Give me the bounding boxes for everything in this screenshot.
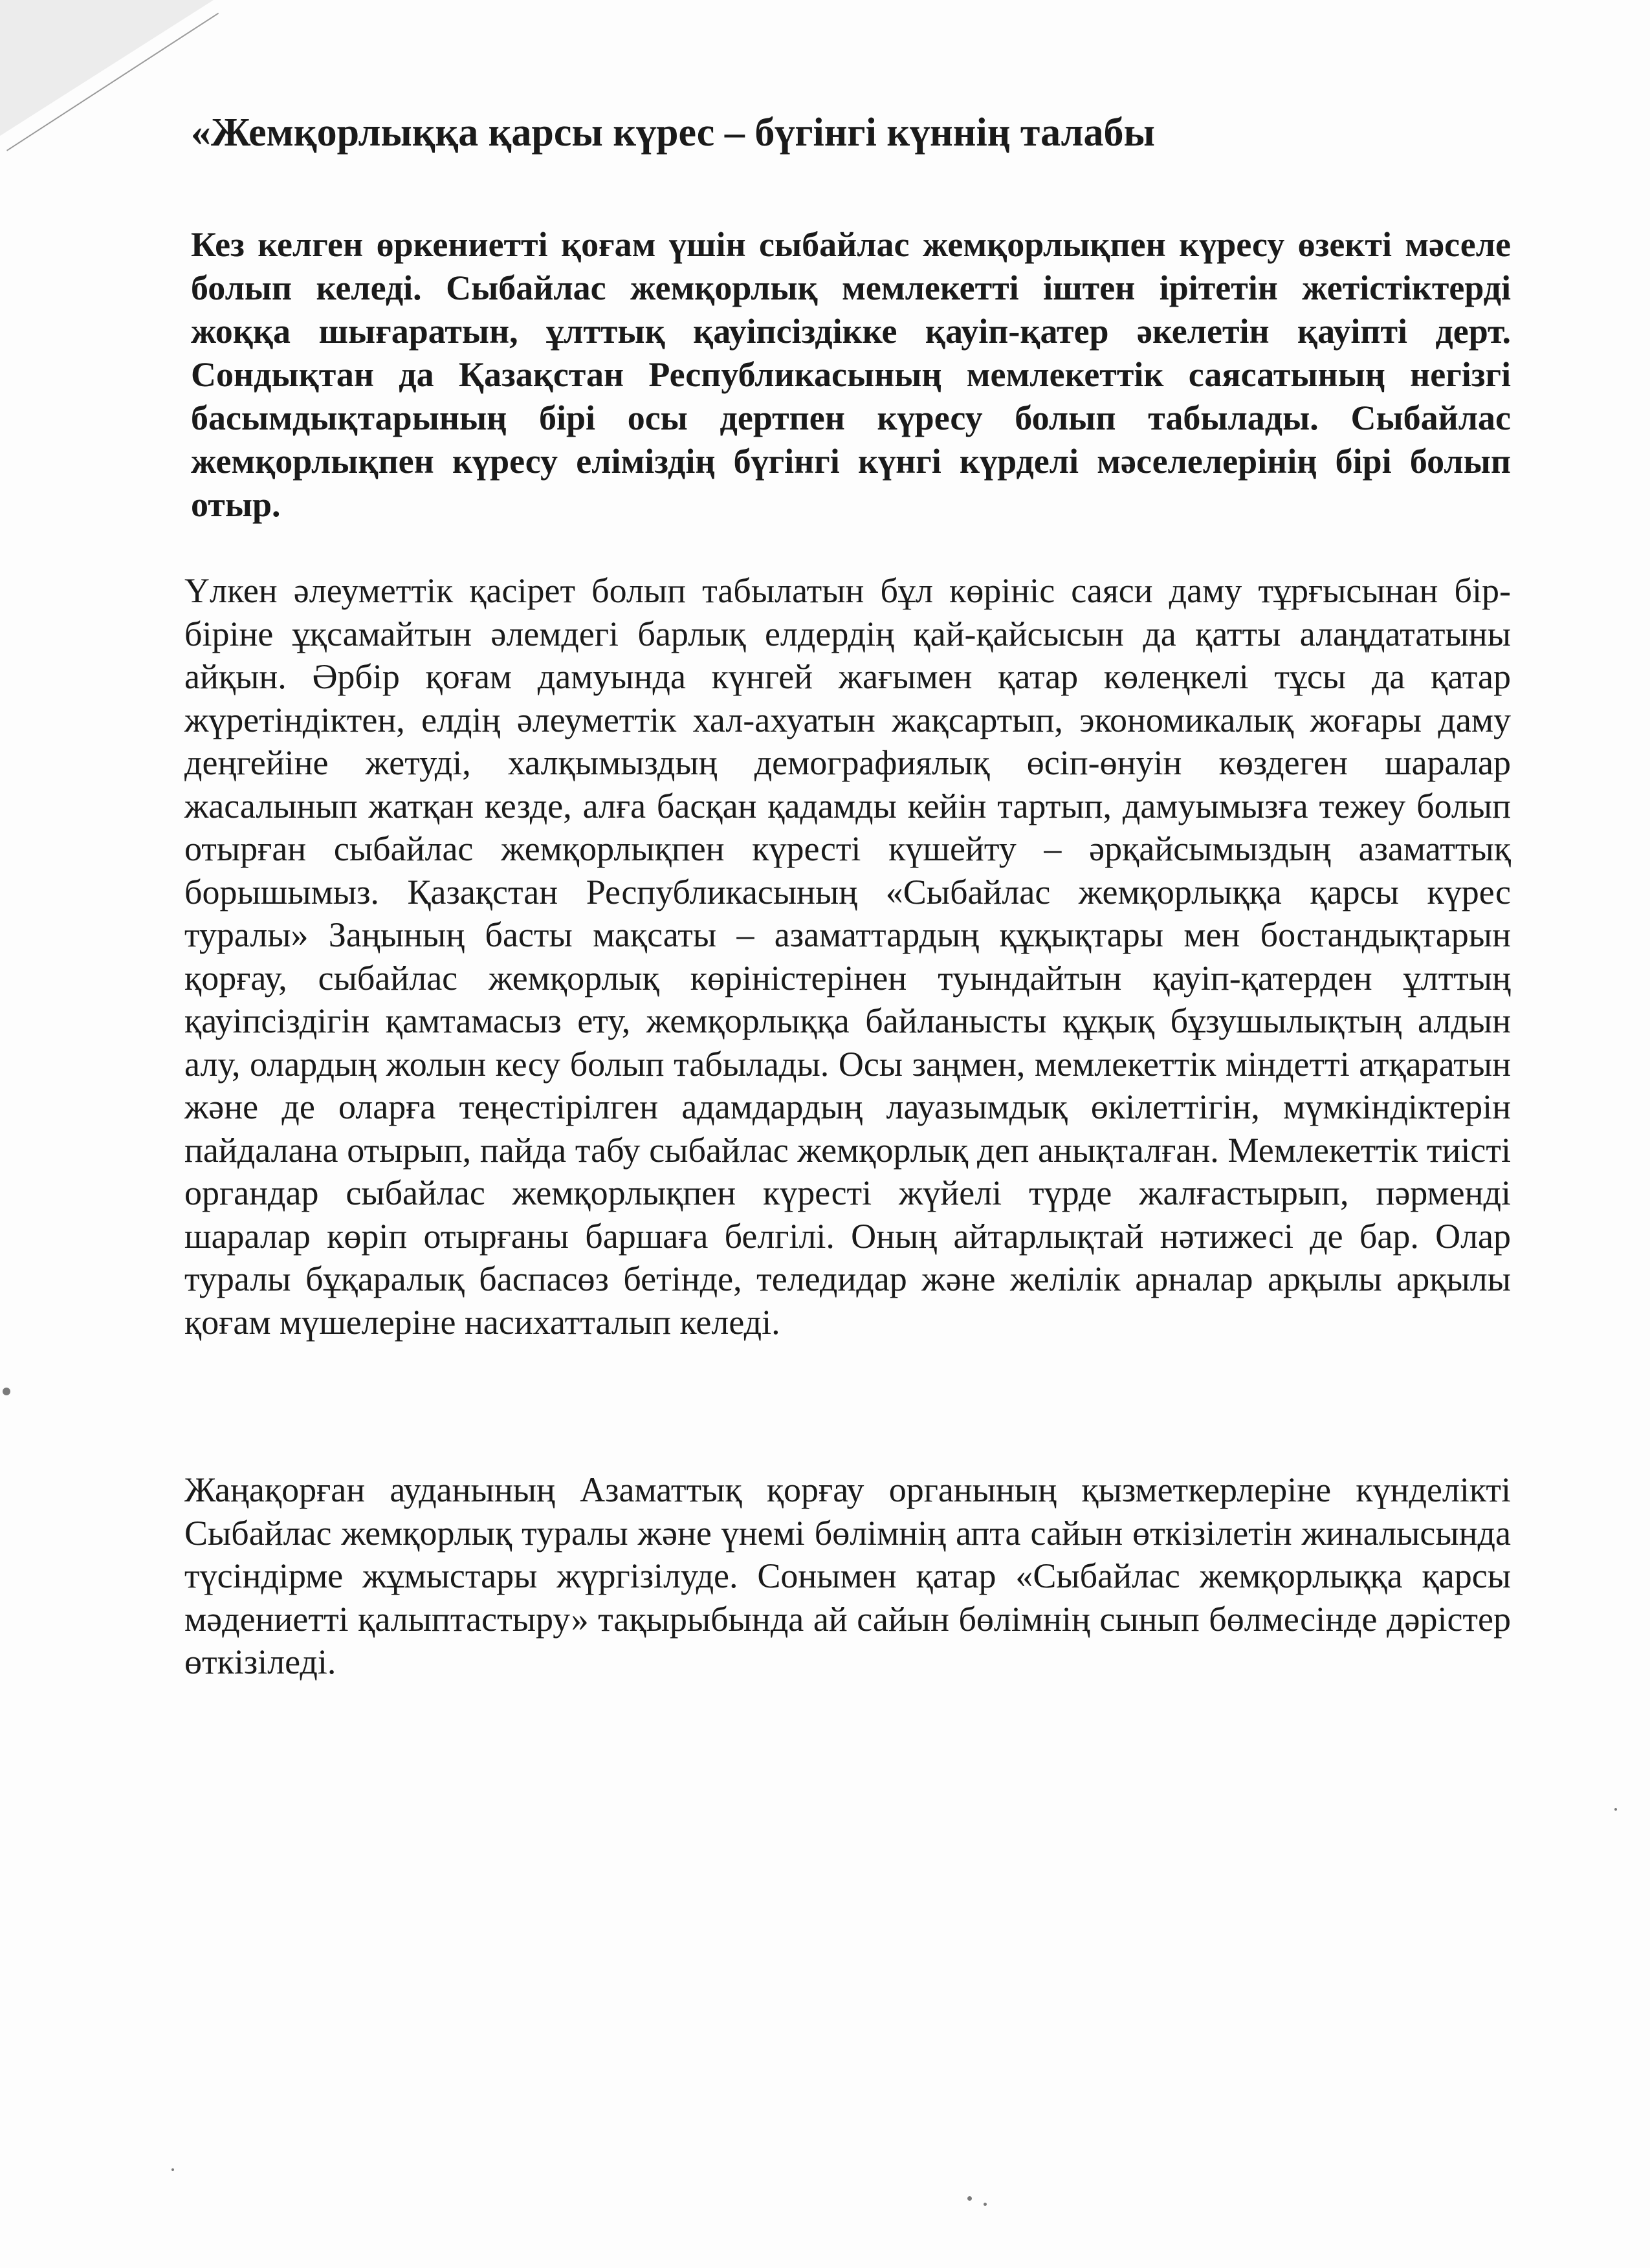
document-title: «Жемқорлыққа қарсы күрес – бүгінгі күннің талабы: [191, 111, 1155, 155]
body-paragraph-2: Жаңақорған ауданының Азаматтық қорғау органының қызметкерлеріне күнделікті Сыбайлас жемқорлық туралы және үнемі бөлімнің апта сайын өткізілетін жиналысында түсіндірме жұмыстары жүргізілуде. Сонымен қатар «Сыбайлас жемқорлыққа қарсы мәдениетті қалыптастыру» тақырыбында ай сайын бөлімнің сынып бөлмесінде дәрістер өткізіледі.: [184, 1470, 1511, 1681]
scan-speck: [3, 1388, 10, 1395]
body-paragraph-1: Үлкен әлеуметтік қасірет болып табылатын бұл көрініс саяси даму тұрғысынан бір-біріне ұқсамайтын әлемдегі барлық елдердің қай-қайсысын да қатты алаңдататыны айқын. Әрбір қоғам дамуында күнгей жағымен қатар көлеңкелі тұсы да қатар жүретіндіктен, елдің әлеуметтік хал-ахуатын жақсартып, экономикалық жоғары даму деңгейіне жетуді, халқымыздың демографиялық өсіп-өнуін көздеген шаралар жасалынып жатқан кезде, алға басқан қадамды кейін тартып, дамуымызға тежеу болып отырған сыбайлас жемқорлықпен күресті күшейту – әрқайсымыздың азаматтық борышымыз. Қазақстан Республикасының «Сыбайлас жемқорлыққа қарсы күрес туралы» Заңының басты мақсаты – азаматтардың құқықтары мен бостандықтарын қорғау, сыбайлас жемқорлық көріністерінен туындайтын қауіп-қатерден ұлттың қауіпсіздігін қамтамасыз ету, жемқорлыққа байланысты құқық бұзушылықтың алдын алу, олардың жолын кесу болып табылады. Осы заңмен, мемлекеттік міндетті атқаратын және де оларға теңестірілген адамдардың лауазымдық өкілеттігін, мүмкіндіктерін пайдалана отырып, пайда табу сыбайлас жемқорлық деп анықталған. Мемлекеттік тиісті органдар сыбайлас жемқорлықпен күресті жүйелі түрде жалғастырып, пәрменді шаралар көріп отырғаны баршаға белгілі. Оның айтарлықтай нәтижесі де бар. Олар туралы бұқаралық баспасөз бетінде, теледидар және желілік арналар арқылы арқылы қоғам мүшелеріне насихатталып келеді.: [184, 571, 1511, 1342]
scan-speck: [967, 2196, 972, 2201]
scan-speck: [984, 2203, 987, 2206]
scan-speck: [1614, 1808, 1617, 1811]
folded-corner: [0, 0, 214, 136]
scan-speck: [171, 2168, 174, 2171]
lead-paragraph: Кез келген өркениетті қоғам үшін сыбайлас жемқорлықпен күресу өзекті мәселе болып келеді. Сыбайлас жемқорлық мемлекетті іштен ірітетін жетістіктерді жоққа шығаратын, ұлттық қауіпсіздікке қауіп-қатер әкелетін қауіпті дерт. Сондықтан да Қазақстан Республикасының мемлекеттік саясатының негізгі басымдықтарының бірі осы дертпен күресу болып табылады. Сыбайлас жемқорлықпен күресу еліміздің бүгінгі күнгі күрделі мәселелерінің бірі болып отыр.: [191, 225, 1511, 524]
